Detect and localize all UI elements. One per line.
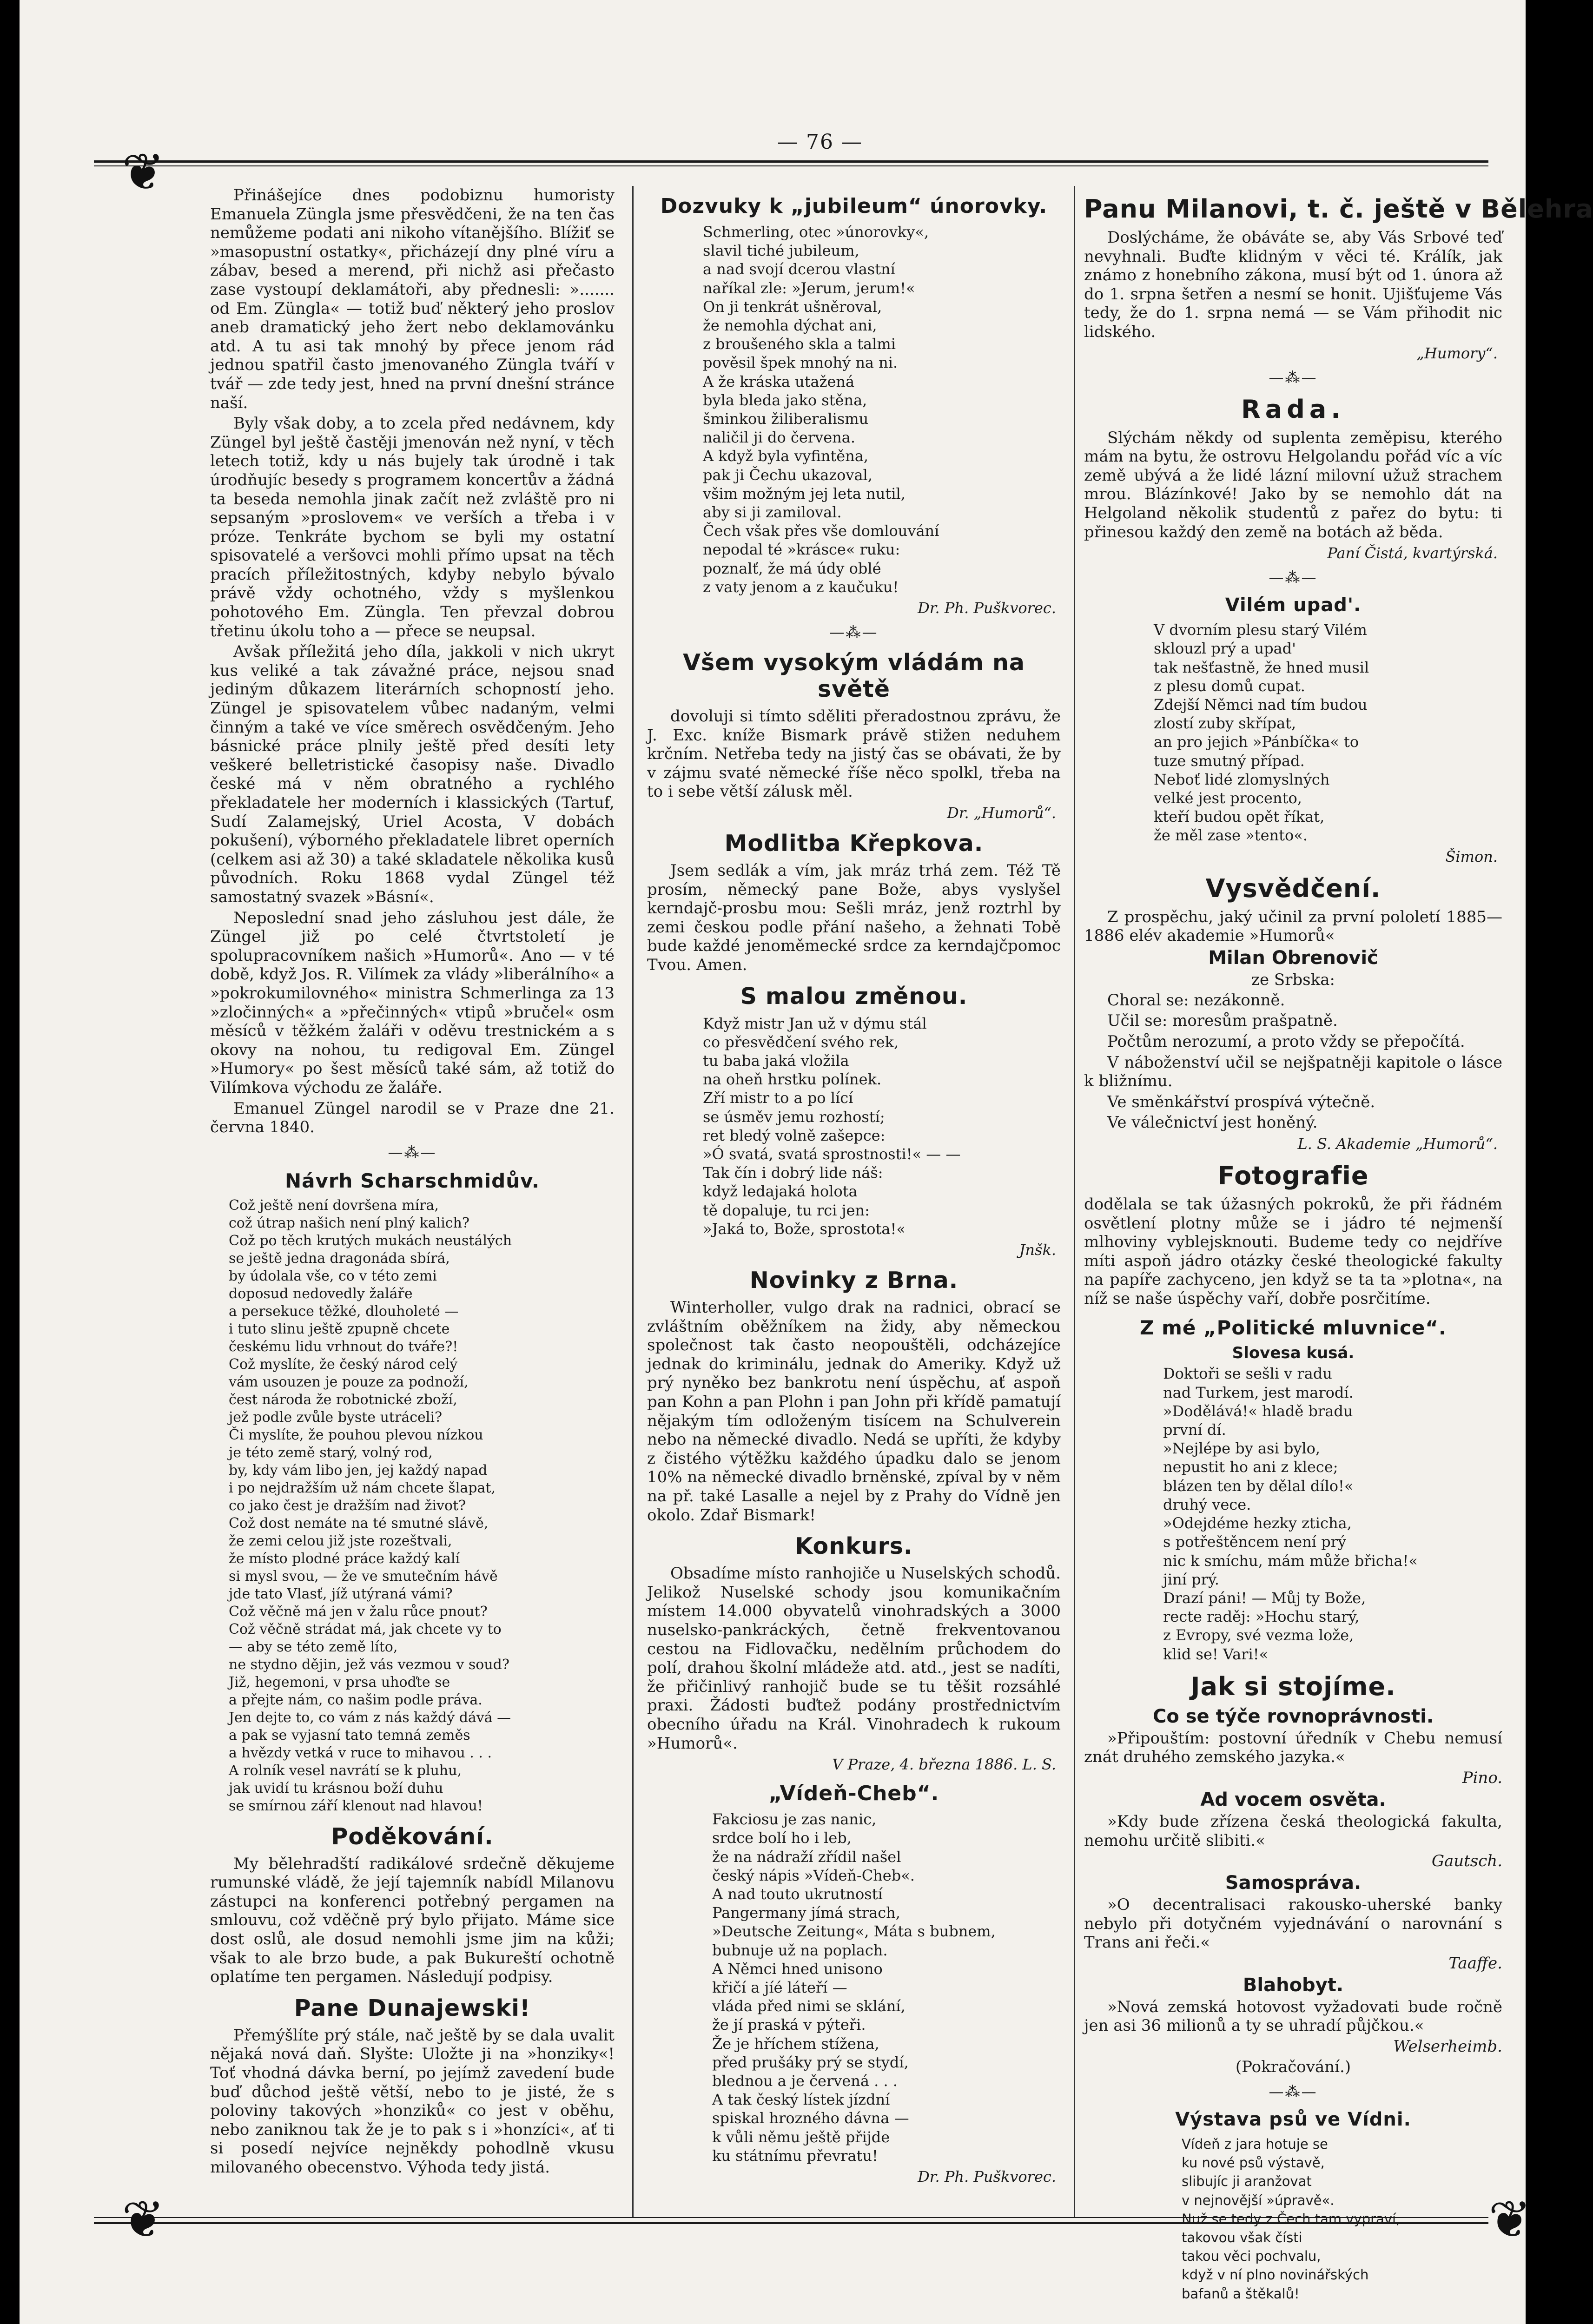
poem-line: »Deutsche Zeitung«, Máta s bubnem, (712, 1922, 996, 1941)
poem-line: A když byla vyfintěna, (703, 447, 869, 465)
poem-line: nepustit ho ani z klece; (1163, 1458, 1338, 1476)
poem-line: Fakciosu je zas nanic, (712, 1810, 877, 1829)
poem-line: se úsměv jemu rozhostí; (703, 1108, 885, 1126)
mluvnice-subtitle: Slovesa kusá. (1232, 1344, 1355, 1363)
intro-paragraph-4: Neposlední snad jeho zásluhou jest dále, že Züngel již po celé čtvrtstoletí je spolupracovníkem našich »Humorů«. Ano — v té době, když Jos. R. Vilímek za vlády »liberálního« a »pokrokumilovného« ministra Schmerlinga za 13 »zločinných« a »přečinných« vtipů »bručel« osm měsíců v těžkém žaláři v oděvu trestnickém a s okovy na nohou, tu redigoval Em. Züngel »Humory« po šest měsíců také sám, až totiž do Vilímkova východu ze žaláře. (210, 908, 615, 1097)
poem-line: z plesu domů cupat. (1154, 677, 1305, 695)
poem-line: a persekuce těžké, dlouholeté — (229, 1303, 459, 1320)
poem-line: vám usouzen je pouze za podnoží, (229, 1373, 469, 1390)
poem-line: k vůli němu ještě přijde (712, 2128, 890, 2146)
poem-line: vláda před nimi se sklání, (712, 1997, 906, 2015)
dozvuky-title: Dozvuky k „jubileum“ únorovky. (660, 194, 1048, 218)
navrh-poem (210, 1197, 615, 1815)
poem-line: jiní prý. (1163, 1570, 1219, 1588)
vsem-text: dovoluji si tímto sděliti přeradostnou zprávu, že J. Exc. kníže Bismark právě stižen neduhem krčním. Netřeba tedy na jistý čas se obávati, že by v zájmu svaté německé říše něco spolkl, třeba na to i sebe větší zálusk měl. (647, 707, 1061, 801)
poem-line: Již, hegemoni, v prsa uhoďte se (229, 1674, 450, 1690)
viden-title: „Vídeň-Cheb“. (768, 1782, 939, 1806)
mluvnice-title: Z mé „Politické mluvnice“. (1140, 1316, 1447, 1340)
column-1 (210, 186, 615, 2212)
poem-line: Vídeň z jara hotuje se (1182, 2136, 1328, 2152)
poem-line: první dí. (1163, 1421, 1226, 1439)
poem-line: z vaty jenom a z kaučuku! (703, 578, 899, 596)
poem-line: kteří budou opět říkat, (1154, 808, 1325, 826)
poem-line: Pangermany jímá strach, (712, 1904, 900, 1922)
vsem-title: Všem vysokým vládám na světě (683, 649, 1025, 703)
poem-line: Čech však přes vše domlouvání (703, 522, 939, 540)
vysvedceni-intro: Z prospěchu, jaký učinil za první pololetí 1885—1886 elév akademie »Humorů« (1084, 907, 1502, 945)
dunajewski-title: Pane Dunajewski! (294, 1994, 531, 2021)
poem-line: Schmerling, otec »únorovky«, (703, 223, 929, 241)
page-number: — 76 — (777, 130, 863, 154)
psu-title: Výstava psů ve Vídni. (1175, 2109, 1411, 2131)
poem-line: takovou však čísti (1182, 2230, 1302, 2246)
jak-subtitle-4: Blahobyt. (1243, 1974, 1344, 1996)
poem-line: jež podle zvůle byste utráceli? (229, 1409, 443, 1426)
poem-line: s potřeštěncem není prý (1163, 1533, 1347, 1551)
poem-line: slavil tiché jubileum, (703, 242, 859, 260)
intro-paragraph-2: Byly však doby, a to zcela před nedávnem, kdy Züngel byl ještě častěji jmenován než nyní, v těch letech totiž, kdy u nás bujely tak úrodně i tak úrodňujíc besedy s programem koncertův a žádná ta beseda nemohla jinak začít než zvláště pro ni sepsaným »proslovem« ve verších a třeba i v próze. Tenkráte bychom se byli my ostatní spisovatelé a veršovci mohli přímo upsat na těch pracích příležitostných, kdyby nebylo bývalo právě vždy ochotného, vždy s myšlenkou pohotového Em. Züngla. Ten převzal dobrou třetinu úkolu toho a — přece se neupsal. (210, 414, 615, 640)
poem-line: čest národa že robotnické zboží, (229, 1391, 457, 1408)
milan-signature: „Humory“. (1416, 344, 1498, 362)
intro-paragraph-1: Přinášejíce dnes podobiznu humoristy Emanuela Züngla jsme přesvědčeni, že na ten čas nemůžeme podati ani nikoho vítanějšího. Blížiť se »masopustní ostatky«, přicházejí dny plné víru a zábav, besed a merend, při nichž asi přečasto zase vystoupí deklamátoři, aby přednesli: »....... od Em. Züngla« — totiž buď některý jeho proslov aneb dramatický jeho žert nebo deklamovánku atd. A tu asi tak mnohý by přece jenom rád jednou spatřil často jmenovaného Züngla tváří v tvář — zde tedy jest, hned na první dnešní stránce naší. (210, 186, 615, 412)
vysvedceni-name: Milan Obrenovič (1208, 947, 1378, 969)
poem-line: Což věčně strádat má, jak chcete vy to (229, 1621, 502, 1637)
poem-line: Drazí páni! — Můj ty Bože, (1163, 1589, 1366, 1607)
dozvuky-signature: Dr. Ph. Puškvorec. (918, 599, 1056, 617)
poem-line: že jí praská v pýteři. (712, 2016, 866, 2034)
poem-line: by, kdy vám libo jen, jej každý napad (229, 1462, 488, 1479)
column-3 (1084, 186, 1593, 2302)
jak-title: Jak si stojíme. (1190, 1671, 1396, 1701)
poem-line: si mysl svou, — že ve smutečním hávě (229, 1568, 498, 1585)
poem-line: že zemi celou již jste rozeštvali, (229, 1532, 452, 1549)
poem-line: a hvězdy vetká v ruce to mihavou . . . (229, 1744, 492, 1761)
poem-line: nad Turkem, jest marodí. (1163, 1383, 1354, 1401)
poem-line: tak nešťastně, že hned musil (1154, 658, 1369, 676)
poem-line: tě dopaluje, tu rci jen: (703, 1201, 870, 1219)
poem-line: ku státnímu převratu! (712, 2146, 878, 2165)
poem-line: že nemohla dýchat ani, (703, 317, 877, 335)
poem-line: slibujíc ji aranžovat (1182, 2173, 1312, 2190)
poem-line: spiskal hrozného dávna — (712, 2109, 909, 2127)
poem-line: tu baba jaká vložila (703, 1052, 849, 1070)
poem-line: velké jest procento, (1154, 789, 1302, 807)
poem-line: šminkou žiliberalismu (703, 410, 869, 428)
milan-title: Panu Milanovi, t. č. ještě v Bělehra (1084, 194, 1593, 224)
corner-ornament-bottom-right: ❦ (1488, 2190, 1532, 2249)
poem-line: A tak český lístek jízdní (712, 2091, 890, 2109)
corner-ornament-bottom-left: ❦ (122, 2190, 165, 2249)
rada-signature: Paní Čistá, kvartýrská. (1327, 544, 1498, 562)
section-ornament: —⁂— (829, 623, 879, 641)
poem-line: A nad touto ukrutností (712, 1885, 883, 1903)
poem-line: když ledajaká holota (703, 1182, 858, 1201)
poem-line: »Jaká to, Bože, sprostota!« (703, 1220, 906, 1238)
viden-poem (647, 1810, 1061, 2165)
poem-line: Když mistr Jan už v dýmu stál (703, 1014, 927, 1032)
modlitba-text: Jsem sedlák a vím, jak mráz trhá zem. Též Tě prosím, německý pane Bože, abys vyslyšel kerndajč-prosbu mou: Sešli mráz, jenž roztrhl by zemi českou podle přání našeho, a žehnati Tobě bude každé jenoměmecké srdce za kerndajčpomoc Tvou. Amen. (647, 861, 1061, 974)
dunajewski-text: Přemýšlíte prý stále, nač ještě by se dala uvalit nějaká nová daň. Slyšte: Uložte ji na »honziky«! Toť vhodná dávka berní, po jejímž zavedení bude buď důchod ještě větší, nebo to je jisté, že s poloviny takových »honziků« co jest v oběhu, nebo zaniknou tak že je to pak s i »honzíci«, ať ti si posedí nejvíce nejněkdy pohodlně vkusu milovaného obecenstvo. Výhoda tedy jistá. (210, 2026, 615, 2177)
poem-line: že na nádraží zřídil našel (712, 1848, 901, 1866)
poem-line: sklouzl prý a upad' (1154, 640, 1296, 658)
poem-line: Tak čín i dobrý lide náš: (703, 1164, 883, 1182)
poem-line: se ještě jedna dragonáda sbírá, (229, 1250, 450, 1267)
jak-text-3: »O decentralisaci rakousko-uherské banky nebylo při dotyčném vyjednávání o narovnání s Trans ani řeči.« (1084, 1895, 1502, 1952)
poem-line: naličil ji do červena. (703, 429, 855, 447)
poem-line: je této země starý, volný rod, (229, 1444, 433, 1461)
top-border-rule-thin (94, 165, 1488, 166)
poem-line: což útrap našich není plný kalich? (229, 1215, 469, 1231)
poem-line: nepodal té »krásce« ruku: (703, 541, 900, 559)
jak-subtitle-3: Samospráva. (1225, 1872, 1362, 1894)
newspaper-page (20, 0, 1593, 2324)
jak-text-1: »Připouštím: postovní úředník v Chebu nemusí znát druhého zemského jazyka.« (1084, 1729, 1502, 1767)
column-divider-2 (1074, 186, 1075, 2217)
modlitba-title: Modlitba Křepkova. (724, 830, 984, 857)
novinky-title: Novinky z Brna. (749, 1267, 958, 1294)
konkurs-signature: V Praze, 4. března 1886. L. S. (832, 1756, 1056, 1774)
grade-line: Počtům nerozumí, a proto vždy se přepočítá. (1107, 1032, 1465, 1051)
section-ornament: —⁂— (1269, 2083, 1318, 2101)
poem-line: blednou a je červená . . . (712, 2072, 898, 2090)
poem-line: Že je hříchem stížena, (712, 2034, 879, 2053)
poem-line: »Odejdéme hezky zticha, (1163, 1514, 1352, 1532)
poem-line: jak uvidí tu krásnou boží duhu (229, 1780, 443, 1796)
poem-line: bafanů a štěkalů! (1182, 2285, 1300, 2302)
vsem-signature: Dr. „Humorů“. (947, 804, 1056, 822)
poem-line: tuze smutný případ. (1154, 752, 1305, 770)
poem-line: »Dodělává!« hladě bradu (1163, 1402, 1353, 1420)
poem-line: a přejte nám, co našim podle práva. (229, 1691, 483, 1708)
vysvedceni-signature: L. S. Akademie „Humorů“. (1297, 1135, 1498, 1153)
milan-text: Doslýcháme, že obáváte se, aby Vás Srbové teď nevyhnali. Buďte klidným v věci té. Králík, jak známo z honebního zákona, musí být od 1. února až do 1. srpna šetřen a nesmí se honit. Ujišťujeme Vás tedy, že do 1. srpna nemá — se Vám přihodit nic lidského. (1084, 228, 1502, 341)
poem-line: před prušáky prý se stydí, (712, 2053, 909, 2071)
column-2 (647, 186, 1061, 2212)
poem-line: co přesvědčení svého rek, (703, 1033, 899, 1051)
malou-signature: Jnšk. (1019, 1241, 1056, 1259)
poem-line: poznalť, že má údy oblé (703, 559, 881, 577)
konkurs-text: Obsadíme místo ranhojiče u Nuselských schodů. Jelikož Nuselské schody jsou komunikačním místem 14.000 obyvatelů vinohradských a 3000 nuselsko-pankráckých, četně frekventovanou cestou na Fidlovačku, nedělním průchodem do polí, drahou školní mládeže atd. atd., jest se nadíti, že přičinlivý ranhojič bude se tu těšit rozsáhlé praxi. Žádosti buďtež podány prostřednictvím obecního úřadu na Král. Vinohradech k rukoum »Humorů«. (647, 1564, 1061, 1753)
jak-signature-1: Pino. (1462, 1768, 1502, 1787)
foto-title: Fotografie (1217, 1161, 1369, 1190)
poem-line: recte raděj: »Hochu starý, (1163, 1608, 1360, 1626)
poem-line: takou věci pochvalu, (1182, 2248, 1321, 2265)
grade-line: Choral se: nezákonně. (1107, 990, 1285, 1010)
poem-line: jde tato Vlasť, jíž utýraná vámi? (229, 1585, 453, 1602)
vilem-signature: Šimon. (1445, 847, 1498, 865)
poem-line: Nuž se tedy z Čech tam vypraví, (1182, 2211, 1401, 2227)
continuation-note: (Pokračování.) (1235, 2058, 1351, 2077)
poem-line: naříkal zle: »Jerum, jerum!« (703, 279, 915, 297)
jak-signature-4: Welserheimb. (1393, 2037, 1502, 2056)
poem-line: On ji tenkrát ušněroval, (703, 297, 882, 316)
poem-line: bubnuje už na poplach. (712, 1941, 888, 1959)
poem-line: i tuto slinu ještě zpupně chcete (229, 1320, 450, 1337)
poem-line: V dvorním plesu starý Vilém (1154, 621, 1367, 639)
malou-title: S malou změnou. (740, 983, 968, 1010)
section-ornament: —⁂— (1269, 568, 1318, 587)
psu-poem (1084, 2135, 1502, 2303)
poem-line: Což po těch krutých mukách neustálých (229, 1232, 512, 1249)
column-divider-1 (632, 186, 634, 2217)
dozvuky-poem (647, 223, 1061, 596)
poem-line: »Ó svatá, svatá sprostnosti!« — — (703, 1145, 961, 1163)
novinky-text: Winterholler, vulgo drak na radnici, obrací se zvláštním oběžníkem na židy, aby německou společnost tak často neopouštěli, odcházejíce jednak do kriminálu, jednak do Ameriky. Když už prý nyněko bez bankrotu není úspěchu, ať aspoň pan Kohn a pan Plohn i pan John při křídě pamatují nějakým tím odloženým tisícem na Schulverein nebo na německé divadlo. Nedá se upříti, že kdyby z čistého výtěžku každého úpadku dalo se jenom 10% na německé divadlo brněnské, zpíval by v něm na př. také Lasalle a nejel by z Prahy do Vídně jen okolo. Zdař Bismark! (647, 1298, 1061, 1525)
mluvnice-poem (1084, 1364, 1502, 1663)
grade-line: Učil se: moresům prašpatně. (1107, 1011, 1338, 1030)
poem-line: křičí a jíé láteří — (712, 1978, 847, 1996)
poem-line: Neboť lidé zlomyslných (1154, 770, 1330, 788)
viden-signature: Dr. Ph. Puškvorec. (918, 2167, 1056, 2185)
vysvedceni-title: Vysvědčení. (1205, 873, 1381, 903)
poem-line: A že kráska utažená (703, 372, 855, 390)
poem-line: když v ní plno novinářských (1182, 2267, 1369, 2283)
poem-line: Zří mistr to a po lící (703, 1089, 853, 1107)
grade-line: Ve válečnictví jest honěný. (1107, 1113, 1318, 1132)
jak-text-2: »Kdy bude zřízena česká theologická fakulta, nemohu určitě slibiti.« (1084, 1812, 1502, 1850)
poem-line: klid se! Vari!« (1163, 1645, 1269, 1663)
poem-line: českému lidu vrhnout do tváře?! (229, 1338, 458, 1355)
poem-line: v nejnovější »úpravě«. (1182, 2192, 1335, 2208)
poem-line: Což dost nemáte na té smutné slávě, (229, 1515, 489, 1532)
poem-line: že místo plodné práce každý kalí (229, 1550, 460, 1567)
poem-line: nic k smíchu, mám může břicha!« (1163, 1552, 1418, 1570)
rada-title: Rada. (1241, 394, 1345, 424)
poem-line: pak ji Čechu ukazoval, (703, 466, 873, 484)
jak-subtitle-2: Ad vocem osvěta. (1200, 1789, 1386, 1810)
poem-line: by údolala vše, co v této zemi (229, 1268, 437, 1284)
vilem-poem (1084, 621, 1502, 845)
vysvedceni-grades (1084, 991, 1502, 1132)
poem-line: na oheň hrstku polínek. (703, 1070, 882, 1089)
poem-line: — aby se této země líto, (229, 1638, 398, 1655)
poem-line: že měl zase »tento«. (1154, 826, 1308, 845)
jak-subtitle-1: Co se týče rovnoprávnosti. (1152, 1705, 1434, 1727)
poem-line: aby si ji zamiloval. (703, 503, 842, 522)
poem-line: ret bledý volně zašepce: (703, 1126, 886, 1144)
poem-line: A Němci hned unisono (712, 1960, 883, 1978)
poem-line: i po nejdražším už nám chcete šlapat, (229, 1479, 496, 1496)
vysvedceni-from: ze Srbska: (1251, 970, 1335, 989)
poem-line: Doktoři se sešli v radu (1163, 1365, 1332, 1383)
vilem-title: Vilém upad'. (1225, 594, 1362, 616)
poem-line: »Nejlépe by asi bylo, (1163, 1439, 1321, 1458)
intro-paragraph-5: Emanuel Züngel narodil se v Praze dne 21. června 1840. (210, 1099, 615, 1137)
grade-line: V náboženství učil se nejšpatněji kapitole o lásce k bližnímu. (1084, 1053, 1502, 1091)
poem-line: doposud nedovedly žaláře (229, 1285, 413, 1302)
foto-text: dodělala se tak úžasných pokroků, že při řádném osvětlení plotny může se i jádro té nejmenší mlhoviny vyblejsknouti. Budeme tedy co nejdříve míti aspoň jádro otázky české theologické fakulty na papíře zachyceno, jen když se ta ta »plotna«, na níž se naše úspěchy vaří, dobře posrčitíme. (1084, 1195, 1502, 1308)
poem-line: an pro jejich »Pánbíčka« to (1154, 733, 1359, 751)
poem-line: pověsil špek mnohý na ni. (703, 354, 898, 372)
poem-line: Zdejší Němci nad tím budou (1154, 695, 1368, 713)
malou-poem (647, 1014, 1061, 1238)
poem-line: ku nové psů výstavě, (1182, 2155, 1325, 2171)
poem-line: zlostí zuby skřípat, (1154, 714, 1296, 733)
section-ornament: —⁂— (1269, 368, 1318, 386)
poem-line: z broušeného skla a talmi (703, 335, 896, 353)
poem-line: a nad svojí dcerou vlastní (703, 260, 895, 278)
poem-line: se smírnou září klenout nad hlavou! (229, 1797, 483, 1814)
poem-line: všim možným jej leta nutil, (703, 484, 906, 502)
poem-line: Což věčně má jen v žalu růce pnout? (229, 1603, 488, 1620)
poem-line: Což ještě není dovršena míra, (229, 1197, 439, 1214)
poem-line: Či myslíte, že pouhou plevou nízkou (229, 1426, 483, 1443)
poem-line: ne stydno dějin, jež vás vezmou v soud? (229, 1656, 509, 1673)
poem-line: a pak se vyjasní tato temná zeměs (229, 1727, 470, 1743)
navrh-title: Návrh Scharschmidův. (284, 1169, 540, 1192)
podekovani-text: My bělehradští radikálové srdečně děkujeme rumunské vládě, že její tajemník nabídl Milanovu zástupci na konferenci potřebný pergamen na smlouvu, což vděčně prý bylo přijato. Máme sice dost oslů, ale dosud nemohli jsme jim na kůži; však to ale brzo bude, a pak Bukureští ochotně oplatíme ten pergamen. Následují podpisy. (210, 1854, 615, 1987)
intro-paragraph-3: Avšak příležitá jeho díla, jakkoli v nich ukryt kus veliké a tak závažné práce, nejsou snad jediným důkazem literárních schopností jeho. Züngel je spisovatelem vůbec nadaným, velmi činným a také ve více směrech osvědčeným. Jeho básnické práce plnily ještě před desíti lety veškeré belletristické časopisy naše. Divadlo české má v něm obratného a rychlého překladatele her moderních i klassických (Tartuf, Sudí Zalamejský, Uriel Acosta, V dobách pokušení), výborného překladatele libret operních (celkem asi až 30) a také skladatele několika kusů původních. Roku 1868 vydal Züngel též samostatný svazek »Básní«. (210, 642, 615, 906)
grade-line: Ve směnkářství prospívá výtečně. (1107, 1092, 1375, 1111)
poem-line: blázen ten by dělal dílo!« (1163, 1477, 1354, 1495)
poem-line: Což myslíte, že český národ celý (229, 1356, 458, 1373)
corner-ornament-top-left: ❦ (122, 142, 165, 202)
top-border-rule (94, 160, 1488, 163)
section-ornament: —⁂— (388, 1143, 437, 1161)
poem-line: z Evropy, své vezma lože, (1163, 1626, 1354, 1644)
poem-line: druhý vece. (1163, 1495, 1251, 1513)
podekovani-title: Poděkování. (331, 1823, 494, 1850)
jak-signature-3: Taaffe. (1448, 1954, 1502, 1973)
rada-text: Slýchám někdy od suplenta zeměpisu, kterého mám na bytu, že ostrovu Helgolandu pořád víc a víc země ubývá a že lidé lázní milovní užuž strachem mrou. Blázínkové! Jako by se nemohlo dát na Helgoland několik studentů z pařez do bytu: ti přinesou každý den země na botách až běda. (1084, 428, 1502, 541)
poem-line: Jen dejte to, co vám z nás každý dává — (229, 1709, 511, 1726)
poem-line: A rolník vesel navrátí se k pluhu, (229, 1762, 462, 1779)
poem-line: srdce bolí ho i leb, (712, 1829, 852, 1847)
poem-line: český nápis »Vídeň-Cheb«. (712, 1866, 915, 1884)
konkurs-title: Konkurs. (795, 1533, 913, 1560)
jak-text-4: »Nová zemská hotovost vyžadovati bude ročně jen asi 36 milionů a ty se uhradí půjčkou.« (1084, 1997, 1502, 2035)
poem-line: co jako čest je dražším nad život? (229, 1497, 466, 1514)
jak-signature-2: Gautsch. (1431, 1852, 1502, 1871)
poem-line: byla bleda jako stěna, (703, 391, 867, 409)
